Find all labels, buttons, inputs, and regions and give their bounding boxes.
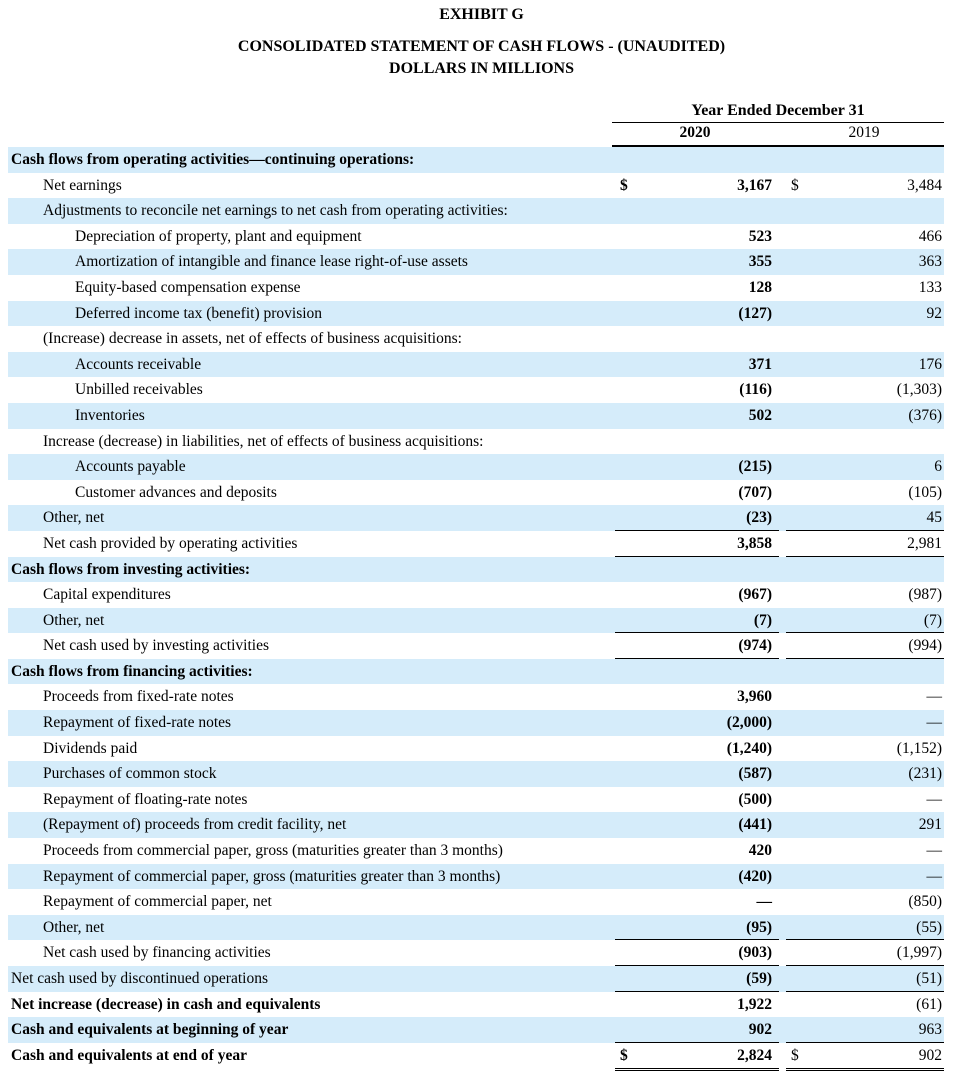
value-2020: 3,960 bbox=[737, 688, 772, 706]
value-2020: (1,240) bbox=[726, 739, 772, 757]
table-row bbox=[8, 480, 944, 506]
value-2020: (23) bbox=[746, 509, 772, 527]
currency-symbol-2020: $ bbox=[620, 176, 628, 194]
row-label: Cash and equivalents at end of year bbox=[11, 1046, 247, 1064]
row-label: Cash flows from financing activities: bbox=[11, 662, 253, 680]
exhibit-label: EXHIBIT G bbox=[439, 6, 524, 23]
table-row bbox=[8, 889, 944, 915]
value-2020: (95) bbox=[746, 918, 772, 936]
table-row bbox=[8, 864, 944, 890]
row-label: Accounts receivable bbox=[75, 355, 202, 373]
row-label: Accounts payable bbox=[75, 458, 186, 476]
currency-symbol-2019: $ bbox=[791, 1046, 799, 1064]
value-2019: (376) bbox=[908, 406, 942, 424]
value-2019: (231) bbox=[908, 765, 942, 783]
table-row bbox=[8, 710, 944, 736]
value-2020: (420) bbox=[738, 867, 772, 885]
value-2020: 3,858 bbox=[737, 534, 772, 552]
value-2019: — bbox=[926, 714, 942, 732]
table-row bbox=[8, 940, 944, 966]
value-2020: (500) bbox=[738, 790, 772, 808]
table-row bbox=[8, 812, 944, 838]
value-2020: 420 bbox=[748, 842, 772, 860]
value-2019: — bbox=[926, 790, 942, 808]
row-label: Repayment of commercial paper, gross (maturities greater than 3 months) bbox=[43, 867, 501, 885]
row-label: Net earnings bbox=[43, 176, 122, 194]
value-2019: 133 bbox=[918, 278, 942, 296]
table-row bbox=[8, 1043, 944, 1069]
value-2019: (994) bbox=[908, 637, 942, 655]
value-2020: 371 bbox=[748, 355, 772, 373]
table-row bbox=[8, 352, 944, 378]
table-row bbox=[8, 147, 944, 173]
period-header-rule bbox=[612, 122, 944, 123]
table-row bbox=[8, 915, 944, 941]
row-label: Depreciation of property, plant and equipment bbox=[75, 227, 362, 245]
table-row bbox=[8, 838, 944, 864]
value-2019: — bbox=[926, 688, 942, 706]
row-label: Increase (decrease) in liabilities, net of effects of business acquisitions: bbox=[43, 432, 484, 450]
value-2020: 355 bbox=[748, 253, 772, 271]
row-label: Net cash used by financing activities bbox=[43, 944, 271, 962]
value-2020: (903) bbox=[738, 944, 772, 962]
value-2020: (707) bbox=[738, 483, 772, 501]
value-2020: (116) bbox=[739, 381, 772, 399]
table-row bbox=[8, 966, 944, 992]
value-2020: 128 bbox=[748, 278, 772, 296]
table-row bbox=[8, 582, 944, 608]
value-2020: 1,922 bbox=[737, 995, 772, 1013]
table-row bbox=[8, 531, 944, 557]
value-2019: — bbox=[926, 842, 942, 860]
value-2019: 902 bbox=[918, 1046, 942, 1064]
row-label: Net cash used by investing activities bbox=[43, 637, 269, 655]
table-row bbox=[8, 301, 944, 327]
table-row bbox=[8, 633, 944, 659]
double-underline bbox=[786, 1068, 944, 1071]
table-row bbox=[8, 173, 944, 199]
value-2019: (987) bbox=[908, 586, 942, 604]
value-2020: (587) bbox=[738, 765, 772, 783]
value-2019: (1,997) bbox=[896, 944, 942, 962]
row-label: Capital expenditures bbox=[43, 586, 171, 604]
value-2020: — bbox=[756, 893, 772, 911]
value-2019: 45 bbox=[926, 509, 942, 527]
value-2019: 6 bbox=[934, 458, 942, 476]
table-row bbox=[8, 736, 944, 762]
row-label: Cash flows from investing activities: bbox=[11, 560, 251, 578]
value-2019: (51) bbox=[916, 970, 942, 987]
row-label: Purchases of common stock bbox=[43, 765, 217, 783]
value-2019: (850) bbox=[908, 893, 942, 911]
statement-units: DOLLARS IN MILLIONS bbox=[389, 60, 574, 77]
value-2019: 176 bbox=[918, 355, 942, 373]
value-2019: (55) bbox=[916, 918, 942, 936]
table-row bbox=[8, 608, 944, 634]
value-2020: 523 bbox=[748, 227, 772, 245]
table-row bbox=[8, 326, 944, 352]
value-2019: — bbox=[926, 867, 942, 885]
table-row bbox=[8, 992, 944, 1018]
table-row bbox=[8, 505, 944, 531]
value-2020: (2,000) bbox=[726, 714, 772, 732]
table-row bbox=[8, 659, 944, 685]
currency-symbol-2019: $ bbox=[791, 176, 799, 194]
table-row bbox=[8, 377, 944, 403]
value-2019: 963 bbox=[918, 1021, 942, 1039]
value-2020: (7) bbox=[753, 611, 772, 629]
row-label: Unbilled receivables bbox=[75, 381, 203, 399]
table-row bbox=[8, 429, 944, 455]
value-2020: 902 bbox=[748, 1021, 772, 1039]
value-2020: 502 bbox=[748, 406, 772, 424]
value-2020: 2,824 bbox=[737, 1046, 772, 1064]
row-label: (Increase) decrease in assets, net of effects of business acquisitions: bbox=[43, 330, 462, 348]
table-row bbox=[8, 787, 944, 813]
table-row bbox=[8, 454, 944, 480]
row-label: Cash flows from operating activities—continuing operations: bbox=[11, 151, 415, 168]
row-label: Inventories bbox=[75, 406, 145, 424]
value-2019: 92 bbox=[926, 304, 942, 322]
row-label: Cash and equivalents at beginning of year bbox=[11, 1021, 289, 1039]
row-label: (Repayment of) proceeds from credit facility, net bbox=[43, 816, 347, 834]
row-label: Proceeds from fixed-rate notes bbox=[43, 688, 234, 706]
row-label: Other, net bbox=[43, 918, 105, 936]
row-label: Other, net bbox=[43, 509, 105, 527]
value-2019: 291 bbox=[918, 816, 942, 834]
value-2020: (441) bbox=[738, 816, 772, 834]
row-label: Adjustments to reconcile net earnings to net cash from operating activities: bbox=[43, 202, 508, 220]
value-2019: 363 bbox=[918, 253, 942, 271]
value-2019: 2,981 bbox=[907, 534, 942, 552]
row-label: Deferred income tax (benefit) provision bbox=[75, 304, 323, 322]
table-row bbox=[8, 275, 944, 301]
table-row bbox=[8, 249, 944, 275]
value-2019: (105) bbox=[908, 483, 942, 501]
table-row bbox=[8, 198, 944, 224]
row-label: Equity-based compensation expense bbox=[75, 278, 301, 296]
row-label: Net cash provided by operating activities bbox=[43, 534, 298, 552]
column-header-2020: 2020 bbox=[679, 124, 711, 141]
value-2020: (967) bbox=[738, 586, 772, 604]
row-label: Net increase (decrease) in cash and equivalents bbox=[11, 995, 321, 1013]
value-2019: (1,152) bbox=[896, 739, 942, 757]
value-2020: 3,167 bbox=[737, 176, 772, 194]
value-2020: (59) bbox=[746, 970, 772, 987]
row-label: Repayment of fixed-rate notes bbox=[43, 714, 232, 732]
row-label: Proceeds from commercial paper, gross (maturities greater than 3 months) bbox=[43, 842, 503, 860]
value-2020: (215) bbox=[738, 458, 772, 476]
table-row bbox=[8, 557, 944, 583]
row-label: Customer advances and deposits bbox=[75, 483, 277, 501]
column-header-2019: 2019 bbox=[848, 124, 880, 141]
row-label: Net cash used by discontinued operations bbox=[11, 970, 268, 987]
double-underline bbox=[615, 1068, 779, 1071]
value-2019: (7) bbox=[923, 611, 942, 629]
table-row bbox=[8, 684, 944, 710]
currency-symbol-2020: $ bbox=[620, 1046, 628, 1064]
row-label: Other, net bbox=[43, 611, 105, 629]
value-2019: 466 bbox=[918, 227, 942, 245]
table-row bbox=[8, 1017, 944, 1043]
cash-flow-table bbox=[8, 147, 944, 1068]
period-header: Year Ended December 31 bbox=[691, 102, 865, 119]
row-label: Repayment of floating-rate notes bbox=[43, 790, 248, 808]
table-row bbox=[8, 224, 944, 250]
table-row bbox=[8, 403, 944, 429]
statement-title: CONSOLIDATED STATEMENT OF CASH FLOWS - (UNAUDITED) bbox=[237, 38, 726, 55]
row-label: Repayment of commercial paper, net bbox=[43, 893, 272, 911]
value-2020: (974) bbox=[738, 637, 772, 655]
value-2020: (127) bbox=[738, 304, 772, 322]
table-row bbox=[8, 761, 944, 787]
row-label: Dividends paid bbox=[43, 739, 138, 757]
row-label: Amortization of intangible and finance lease right-of-use assets bbox=[75, 253, 468, 271]
value-2019: (1,303) bbox=[896, 381, 942, 399]
value-2019: 3,484 bbox=[907, 176, 942, 194]
value-2019: (61) bbox=[916, 995, 942, 1013]
